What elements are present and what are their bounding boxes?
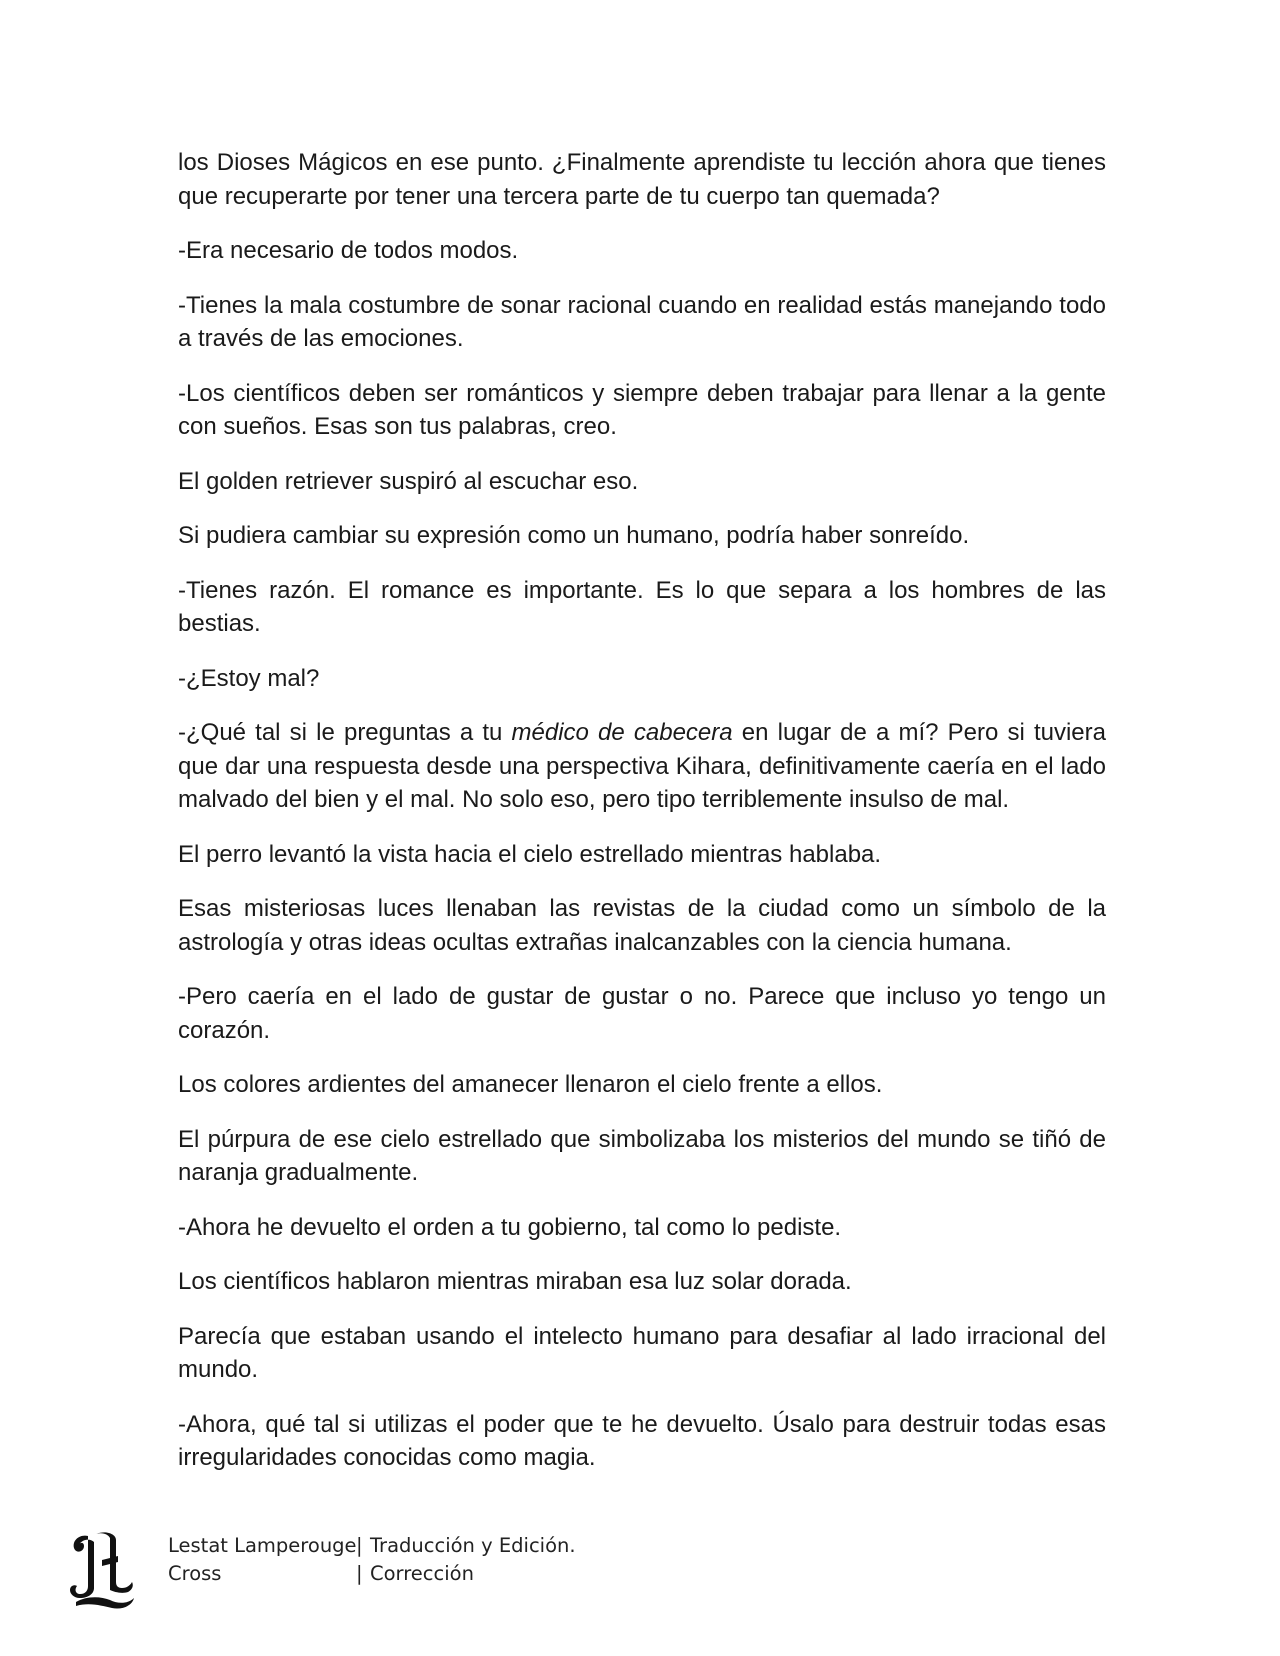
paragraph: los Dioses Mágicos en ese punto. ¿Finalmente aprendiste tu lección ahora que tienes que recuperarte por tener una tercera parte de tu cuerpo tan quemada? — [178, 149, 1106, 210]
paragraph: Parecía que estaban usando el intelecto humano para desafiar al lado irracional del mundo. — [178, 1322, 1106, 1383]
credit-separator: | — [356, 1562, 363, 1585]
paragraph: El perro levantó la vista hacia el cielo estrellado mientras hablaba. — [178, 840, 882, 868]
paragraph: Si pudiera cambiar su expresión como un humano, podría haber sonreído. — [178, 522, 970, 549]
paragraph: -Ahora, qué tal si utilizas el poder que te he devuelto. Úsalo para destruir todas esas irregularidades conocidas como magia. — [178, 1410, 1106, 1471]
paragraph: -Ahora he devuelto el orden a tu gobierno, tal como lo pediste. — [178, 1213, 842, 1241]
paragraph: -Tienes razón. El romance es importante. Es lo que separa a los hombres de las bestias. — [178, 576, 1106, 637]
paragraph-text-after: en lugar de a mí? Pero si tuviera que dar una respuesta desde una perspectiva Kihara, definitivamente caería en el lado malvado del bien y el mal. No solo eso, pero tipo terriblemente insulso de mal. — [178, 719, 1106, 813]
paragraph: Los colores ardientes del amanecer llenaron el cielo frente a ellos. — [178, 1071, 883, 1098]
paragraph: El golden retriever suspiró al escuchar eso. — [178, 467, 639, 495]
paragraph: -Los científicos deben ser románticos y siempre deben trabajar para llenar a la gente con sueños. Esas son tus palabras, creo. — [178, 379, 1106, 440]
paragraph: Esas misteriosas luces llenaban las revistas de la ciudad como un símbolo de la astrología y otras ideas ocultas extrañas inalcanzables con la ciencia humana. — [178, 895, 1106, 956]
paragraph: Los científicos hablaron mientras miraban esa luz solar dorada. — [178, 1268, 852, 1295]
credit-separator: | — [356, 1534, 363, 1557]
credit-name: Cross — [168, 1562, 222, 1585]
document-body — [178, 146, 1106, 1496]
credit-row — [168, 1532, 576, 1560]
paragraph: -Tienes la mala costumbre de sonar racional cuando en realidad estás manejando todo a través de las emociones. — [178, 291, 1106, 352]
credit-role: Traducción y Edición. — [370, 1534, 576, 1557]
credit-name: Lestat Lamperouge — [168, 1534, 357, 1557]
paragraph-text-before: -¿Qué tal si le preguntas a tu — [178, 719, 512, 746]
credits-block — [168, 1532, 576, 1588]
italic-phrase: médico de cabecera — [511, 719, 733, 746]
paragraph: -¿Estoy mal? — [178, 664, 320, 692]
paragraph: -Era necesario de todos modos. — [178, 237, 519, 264]
paragraph: -Pero caería en el lado de gustar de gustar o no. Parece que incluso yo tengo un corazón. — [178, 983, 1106, 1044]
gothic-letter-l-logo-icon — [66, 1530, 136, 1610]
credit-row — [168, 1560, 576, 1588]
paragraph-with-italic — [178, 716, 1106, 817]
page-footer — [66, 1530, 766, 1620]
credit-role: Corrección — [370, 1562, 474, 1585]
paragraph: El púrpura de ese cielo estrellado que simbolizaba los misterios del mundo se tiñó de naranja gradualmente. — [178, 1125, 1106, 1186]
